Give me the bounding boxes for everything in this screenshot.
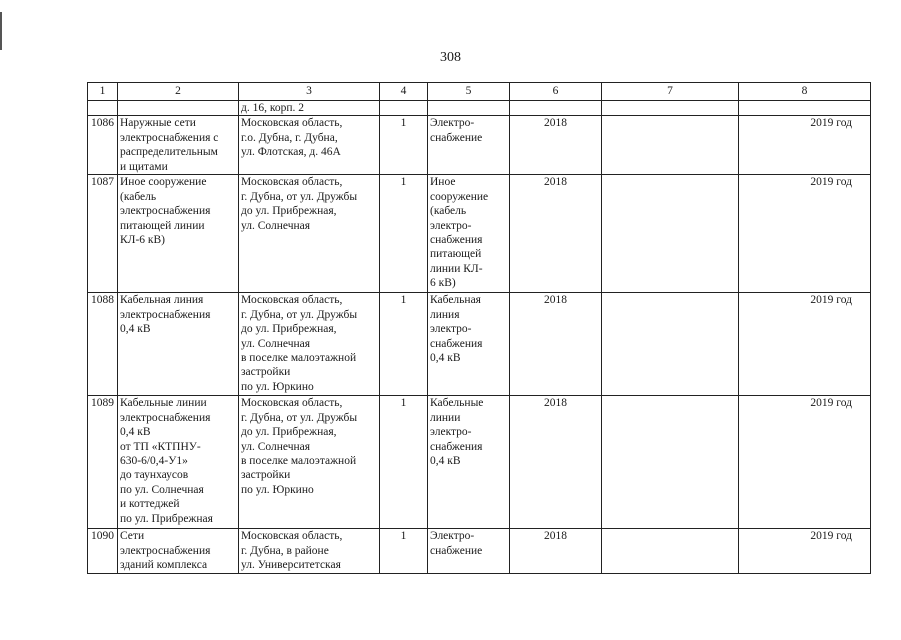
year-cell: 2018 (510, 116, 602, 175)
table-cell (602, 101, 739, 116)
empty-cell (602, 116, 739, 175)
address-cell: Московская область, г. Дубна, от ул. Дружбы до ул. Прибрежная, ул. Солнечная в поселке малоэтажной застройки по ул. Юркино (239, 396, 380, 529)
column-header: 2 (118, 83, 239, 101)
quantity-cell: 1 (380, 396, 428, 529)
empty-cell (602, 396, 739, 529)
table-row (88, 175, 871, 293)
column-header: 5 (428, 83, 510, 101)
row-number-cell: 1086 (88, 116, 118, 175)
quantity-cell: 1 (380, 116, 428, 175)
address-cell: д. 16, корп. 2 (239, 101, 380, 116)
page-number: 308 (440, 50, 461, 65)
completion-cell: 2019 год (739, 175, 871, 293)
table-cell (739, 101, 871, 116)
row-number-cell: 1089 (88, 396, 118, 529)
table-row (88, 116, 871, 175)
year-cell: 2018 (510, 529, 602, 574)
registry-table (87, 82, 871, 574)
year-cell: 2018 (510, 293, 602, 396)
purpose-cell: Электро- снабжение (428, 529, 510, 574)
object-name-cell: Сети электроснабжения зданий комплекса (118, 529, 239, 574)
row-number-cell: 1087 (88, 175, 118, 293)
purpose-cell: Электро- снабжение (428, 116, 510, 175)
column-header: 3 (239, 83, 380, 101)
address-cell: Московская область, г. Дубна, от ул. Дружбы до ул. Прибрежная, ул. Солнечная (239, 175, 380, 293)
object-name-cell: Наружные сети электроснабжения с распределительным и щитами (118, 116, 239, 175)
quantity-cell: 1 (380, 293, 428, 396)
year-cell: 2018 (510, 175, 602, 293)
purpose-cell: Иное сооружение (кабель электро- снабжения питающей линии КЛ- 6 кВ) (428, 175, 510, 293)
address-cell: Московская область, г. Дубна, от ул. Дружбы до ул. Прибрежная, ул. Солнечная в поселке малоэтажной застройки по ул. Юркино (239, 293, 380, 396)
row-number-cell: 1088 (88, 293, 118, 396)
object-name-cell: Иное сооружение (кабель электроснабжения питающей линии КЛ-6 кВ) (118, 175, 239, 293)
column-header: 4 (380, 83, 428, 101)
header-row (88, 83, 871, 101)
table-cell (380, 101, 428, 116)
table-cell (428, 101, 510, 116)
address-cell: Московская область, г.о. Дубна, г. Дубна, ул. Флотская, д. 46А (239, 116, 380, 175)
address-cell: Московская область, г. Дубна, в районе ул. Университетская (239, 529, 380, 574)
quantity-cell: 1 (380, 529, 428, 574)
empty-cell (602, 293, 739, 396)
object-name-cell: Кабельная линия электроснабжения 0,4 кВ (118, 293, 239, 396)
table-row (88, 293, 871, 396)
column-header: 1 (88, 83, 118, 101)
completion-cell: 2019 год (739, 529, 871, 574)
table-row (88, 396, 871, 529)
empty-cell (602, 175, 739, 293)
table-cell (88, 101, 118, 116)
object-name-cell: Кабельные линии электроснабжения 0,4 кВ от ТП «КТПНУ- 630-6/0,4-У1» до таунхаусов по ул. Солнечная и коттеджей по ул. Прибрежная (118, 396, 239, 529)
table-cell (118, 101, 239, 116)
column-header: 6 (510, 83, 602, 101)
column-header: 7 (602, 83, 739, 101)
quantity-cell: 1 (380, 175, 428, 293)
completion-cell: 2019 год (739, 293, 871, 396)
completion-cell: 2019 год (739, 116, 871, 175)
scan-edge-mark (0, 12, 2, 50)
table-row (88, 529, 871, 574)
empty-cell (602, 529, 739, 574)
row-number-cell: 1090 (88, 529, 118, 574)
completion-cell: 2019 год (739, 396, 871, 529)
continuation-row (88, 101, 871, 116)
table-cell (510, 101, 602, 116)
purpose-cell: Кабельные линии электро- снабжения 0,4 кВ (428, 396, 510, 529)
column-header: 8 (739, 83, 871, 101)
year-cell: 2018 (510, 396, 602, 529)
purpose-cell: Кабельная линия электро- снабжения 0,4 кВ (428, 293, 510, 396)
